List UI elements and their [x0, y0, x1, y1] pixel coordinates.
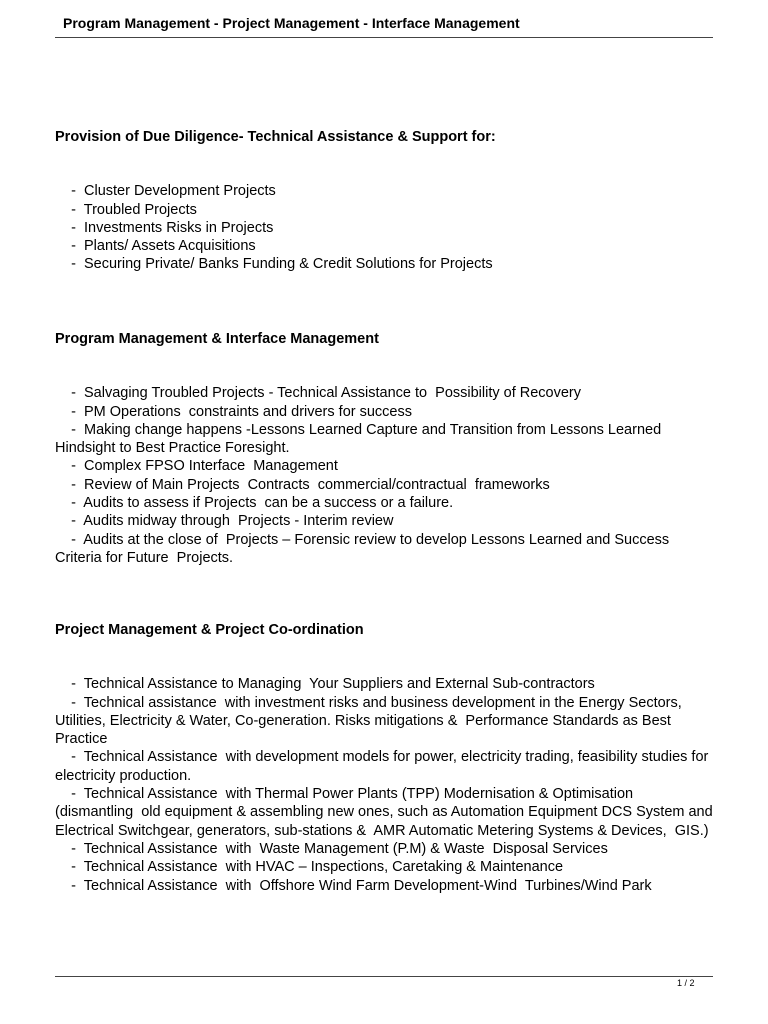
list-item: - Technical assistance with investment risks and business development in the Energy Sectors, Utilities, Electricity & Water, Co-generation. Risks mitigations & Performance Standards as Best Practice — [55, 694, 690, 748]
section-title: Program Management & Interface Management — [55, 331, 379, 347]
list-item: - PM Operations constraints and drivers for success — [55, 403, 412, 420]
list-item: - Cluster Development Projects — [55, 183, 276, 200]
section-program-management — [55, 330, 715, 567]
footer-divider — [55, 976, 713, 977]
section-title: Provision of Due Diligence- Technical Assistance & Support for: — [55, 129, 496, 145]
list-item: - Securing Private/ Banks Funding & Credit Solutions for Projects — [55, 256, 493, 273]
list-item: - Audits at the close of Projects – Forensic review to develop Lessons Learned and Success Criteria for Future Projects. — [55, 531, 674, 566]
list-item: - Audits to assess if Projects can be a success or a failure. — [55, 495, 454, 512]
list-item: - Technical Assistance with Thermal Power Plants (TPP) Modernisation & Optimisation (dismantling old equipment & assembling new ones, such as Automation Equipment DCS System and Electrical Switchgear, generators, sub-stations & AMR Automatic Metering Systems & Devices, GIS.) — [55, 786, 717, 839]
list-item: - Complex FPSO Interface Management — [55, 458, 338, 475]
list-item: - Plants/ Assets Acquisitions — [55, 238, 256, 255]
list-item: - Troubled Projects — [55, 201, 197, 218]
list-item: - Making change happens -Lessons Learned Capture and Transition from Lessons Learned Hindsight to Best Practice Foresight. — [55, 421, 666, 457]
list-item: - Review of Main Projects Contracts commercial/contractual frameworks — [55, 476, 550, 493]
list-item: - Technical Assistance with HVAC – Inspections, Caretaking & Maintenance — [55, 859, 564, 876]
list-item: - Technical Assistance with Offshore Wind Farm Development-Wind Turbines/Wind Park — [55, 877, 652, 894]
list-item: - Investments Risks in Projects — [55, 219, 274, 236]
page-header-title: Program Management - Project Management - Interface Management — [63, 15, 520, 31]
list-item: - Technical Assistance to Managing Your Suppliers and External Sub-contractors — [55, 676, 595, 693]
list-item: - Technical Assistance with development models for power, electricity trading, feasibility studies for electricity production. — [55, 749, 717, 784]
project-management-list — [55, 675, 715, 895]
header-divider — [55, 37, 713, 38]
program-management-list — [55, 384, 715, 567]
list-item: - Technical Assistance with Waste Management (P.M) & Waste Disposal Services — [55, 840, 608, 857]
page-number: 1 / 2 — [677, 978, 695, 988]
list-item: - Salvaging Troubled Projects - Technical Assistance to Possibility of Recovery — [55, 385, 582, 402]
section-title: Project Management & Project Co-ordination — [55, 622, 364, 638]
list-item: - Audits midway through Projects - Interim review — [55, 513, 394, 530]
section-due-diligence — [55, 128, 715, 274]
section-project-management — [55, 621, 715, 895]
due-diligence-list — [55, 182, 715, 273]
